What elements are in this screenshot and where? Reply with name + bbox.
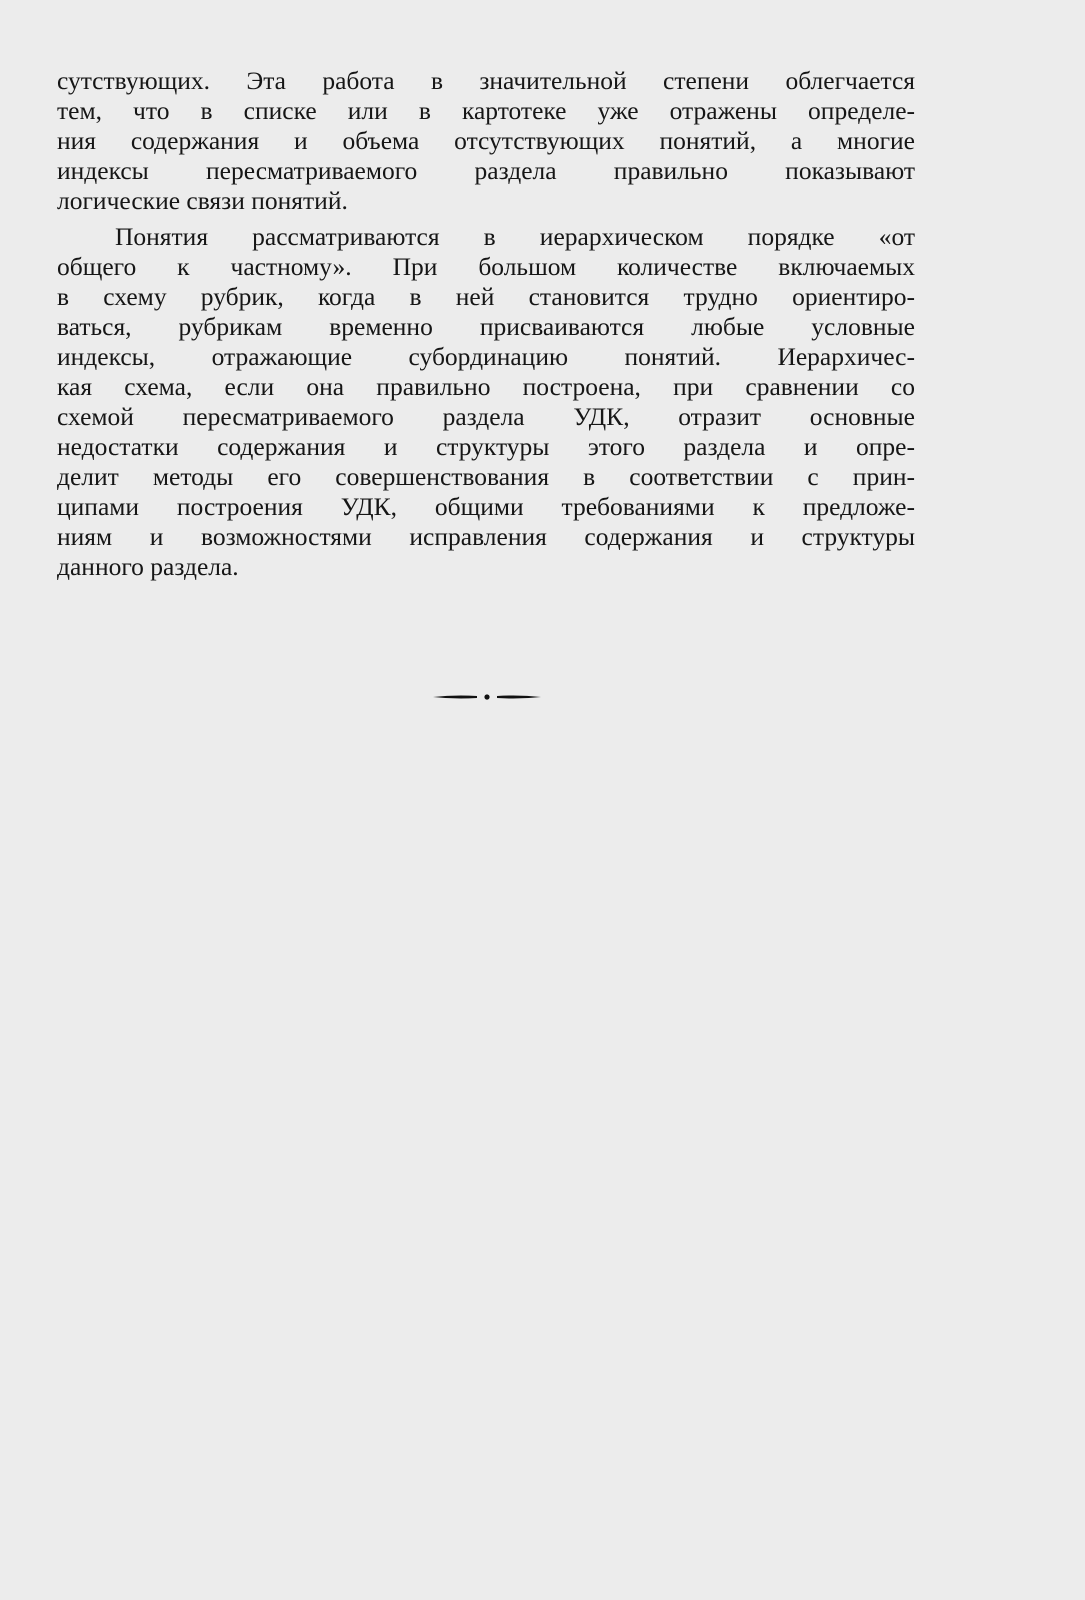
paragraph-2: [57, 222, 915, 582]
text-line: индексы пересматриваемого раздела правильно показывают: [57, 156, 915, 185]
paragraph-1: [57, 66, 915, 216]
text-line: индексы, отражающие субординацию понятий. Иерархичес-: [57, 342, 915, 371]
text-line: Понятия рассматриваются в иерархическом порядке «от: [115, 222, 915, 251]
body-text: [57, 66, 915, 582]
text-line: сутствующих. Эта работа в значительной степени облегчается: [57, 66, 915, 95]
ornament-divider-icon: [433, 690, 541, 704]
text-line: в схему рубрик, когда в ней становится трудно ориентиро-: [57, 282, 915, 311]
text-line: общего к частному». При большом количестве включаемых: [57, 252, 915, 281]
text-line: недостатки содержания и структуры этого раздела и опре-: [57, 432, 915, 461]
text-line: схемой пересматриваемого раздела УДК, отразит основные: [57, 402, 915, 431]
text-line: логические связи понятий.: [57, 186, 348, 215]
text-line: ципами построения УДК, общими требованиями к предложе-: [57, 492, 915, 521]
text-line: кая схема, если она правильно построена, при сравнении со: [57, 372, 915, 401]
text-line: тем, что в списке или в картотеке уже отражены определе-: [57, 96, 915, 125]
text-line: ния содержания и объема отсутствующих понятий, а многие: [57, 126, 915, 155]
text-line: делит методы его совершенствования в соответствии с прин-: [57, 462, 915, 491]
text-line: данного раздела.: [57, 552, 239, 581]
text-line: ниям и возможностями исправления содержания и структуры: [57, 522, 915, 551]
text-line: ваться, рубрикам временно присваиваются любые условные: [57, 312, 915, 341]
